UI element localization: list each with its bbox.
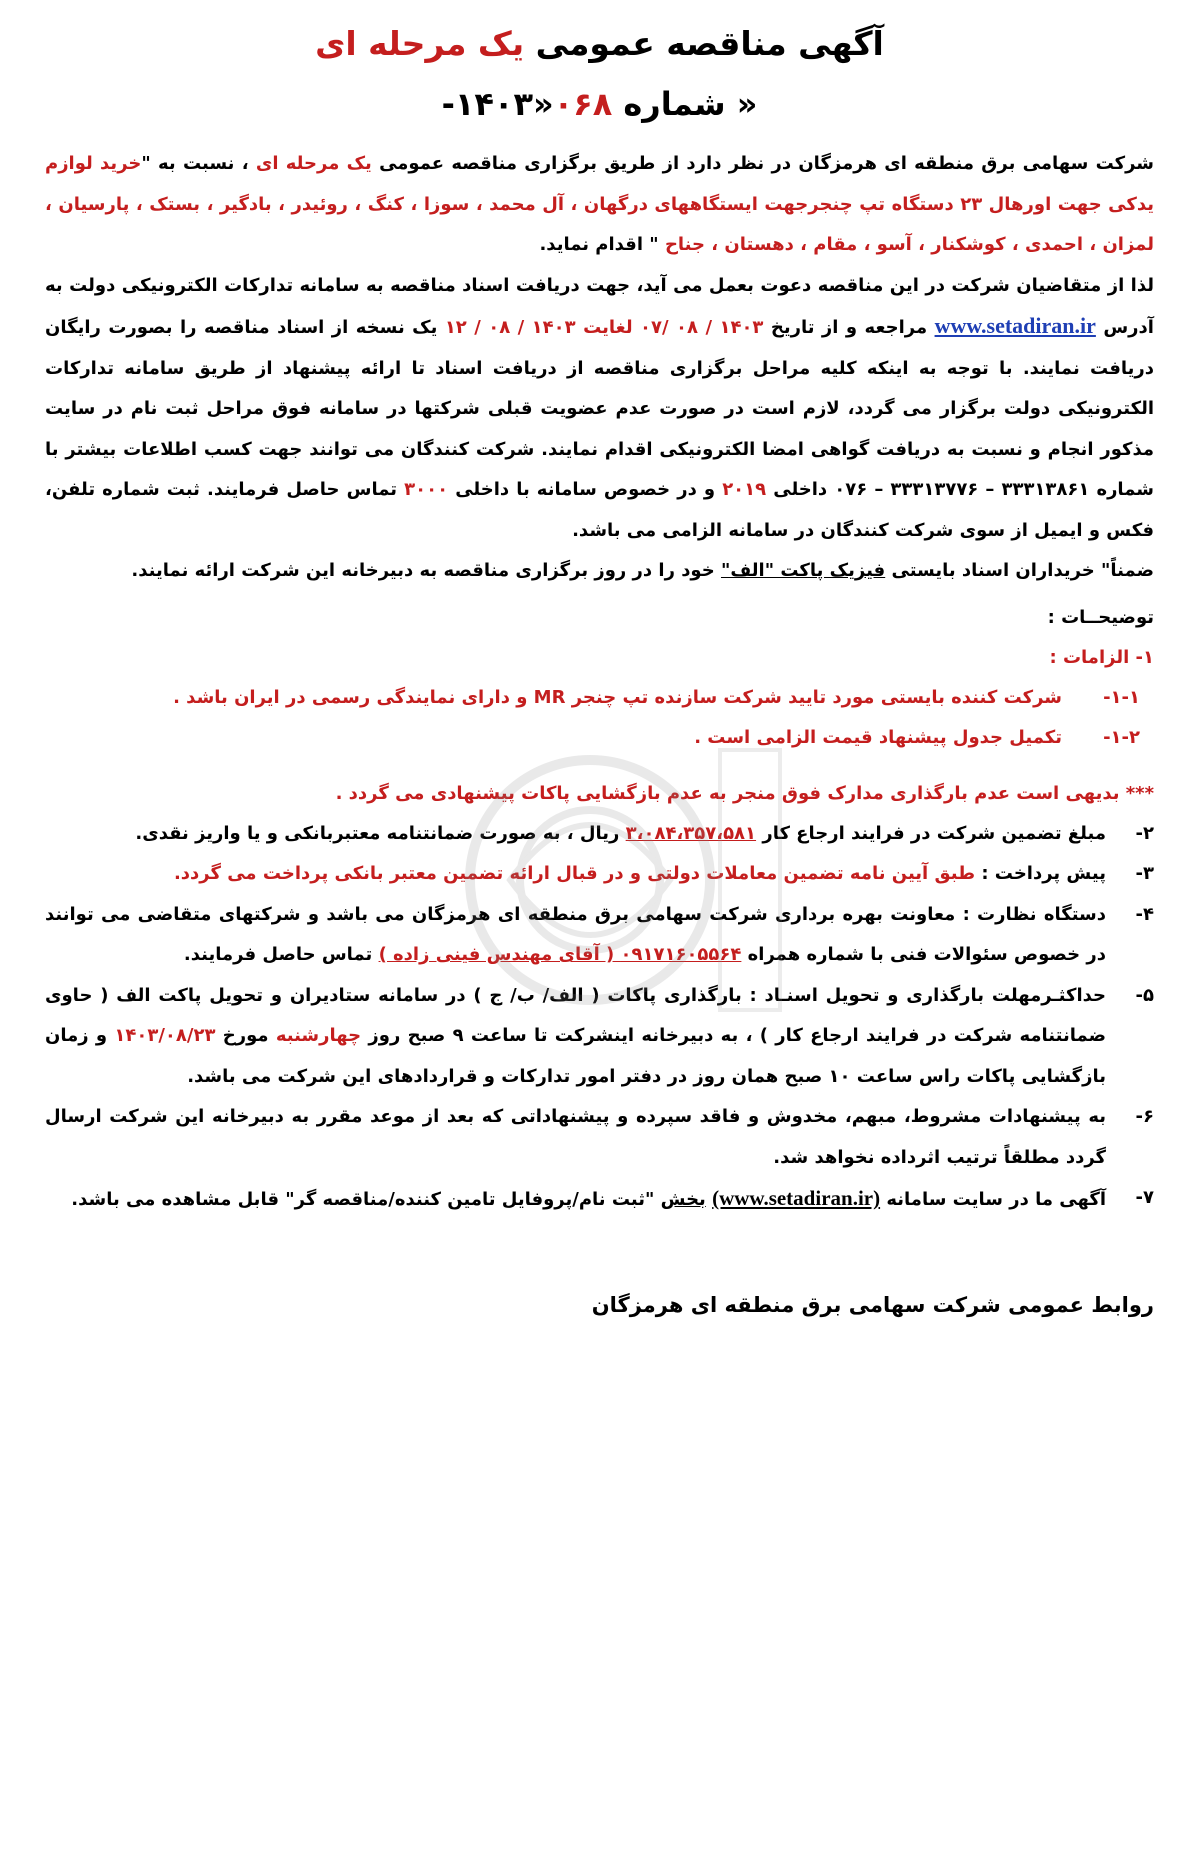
tender-number-open: « شماره <box>623 85 758 123</box>
item-text-part: پیش پرداخت : <box>981 863 1106 884</box>
requirement-number: ۱-۱- <box>1103 686 1140 708</box>
numbered-items <box>45 814 1154 1221</box>
physical-envelope-note: فیزیک پاکت "الف" <box>720 560 886 581</box>
item-2-guarantee <box>45 814 1154 855</box>
extension-number-1: ۲۰۱۹ <box>722 479 767 500</box>
date-from: ۰۷/ ۰۸ / ۱۴۰۳ <box>640 317 764 338</box>
intro-text: ، نسبت به " <box>141 153 249 174</box>
item-text: به پیشنهادات مشروط، مبهم، مخدوش و فاقد سپرده و پیشنهاداتی که بعد از موعد مقرر به دبیرخانه این شرکت ارسال گردد مطلقاً ترتیب اثرداده نخواهد شد. <box>45 1106 1106 1168</box>
requirement-number: ۱-۲- <box>1103 726 1140 748</box>
date-to: ۱۲ / ۰۸ / ۱۴۰۳ <box>444 317 576 338</box>
intro-text: " اقدام نماید. <box>539 234 659 255</box>
item-text-part: آگهی ما در سایت سامانه <box>886 1189 1106 1210</box>
item-number: ۵- <box>1135 984 1154 1006</box>
requirements-section <box>45 638 1154 758</box>
item-text-part: تماس حاصل فرمایند. <box>183 944 373 965</box>
item-text <box>45 1178 1106 1221</box>
intro-text: مراجعه و از تاریخ <box>770 317 928 338</box>
intro-paragraph-2 <box>45 266 1154 552</box>
signature: روابط عمومی شرکت سهامی برق منطقه ای هرمزگان <box>591 1292 1154 1317</box>
item-5-deadline <box>45 976 1154 1098</box>
item-4-supervision <box>45 895 1154 976</box>
intro-text: و در خصوص سامانه با داخلی <box>455 479 716 500</box>
item-text-part: "ثبت نام/پروفایل تامین کننده/مناقصه گر" قابل مشاهده می باشد. <box>71 1189 655 1210</box>
item-text-part: دستگاه نظارت : معاونت بهره برداری شرکت سهامی برق منطقه ای هرمزگان می باشد و شرکتهای متقاضی می توانند در خصوص سئوالات فنی با شماره همراه <box>45 903 1106 965</box>
item-number: ۷- <box>1135 1187 1154 1208</box>
intro-text: تماس حاصل فرمایند. ثبت شماره تلفن، فکس و ایمیل از سوی شرکت کنندگان در سامانه الزامی می باشد. <box>45 479 1154 541</box>
tender-number-code: ۰۶۸ <box>553 85 613 123</box>
item-number: ۴- <box>1135 903 1154 925</box>
deadline-day: چهارشنبه <box>275 1025 362 1046</box>
item-number: ۳- <box>1135 863 1154 884</box>
warning-note: *** بدیهی است عدم بارگذاری مدارک فوق منجر به عدم بازگشایی پاکات پیشنهادی می گردد . <box>335 782 1154 804</box>
intro-subject: خرید لوازم یدکی جهت اورهال ۲۳ دستگاه تپ چنجرجهت ایستگاههای درگهان ، آل محمد ، سوزا ، کنگ ، روئیدر ، بادگیر ، بستک ، پارسیان ، لمزان ، احمدی ، کوشکنار ، آسو ، مقام ، دهستان ، جناح <box>45 153 1154 255</box>
title-main-black: آگهی مناقصه عمومی <box>535 24 884 63</box>
item-text <box>45 814 1106 855</box>
intro-text: یک نسخه از اسناد مناقصه را بصورت رایگان دریافت نمایند. با توجه به اینکه کلیه مراحل برگزاری مناقصه از دریافت اسناد تا ارائه پیشنهاد از طریق سامانه تدارکات الکترونیکی دولت برگزار می گردد، لازم است در صورت عدم عضویت قبلی شرکتها در سامانه فوق مراحل ثبت نام در سایت مذکور انجام و نسبت به دریافت گواهی امضا الکترونیکی اقدام نمایند. شرکت کنندگان می توانند جهت کسب اطلاعات بیشتر با شماره ۳۳۳۱۳۸۶۱ – ۳۳۳۱۳۷۷۶ – ۰۷۶ داخلی <box>45 317 1154 500</box>
supervisor-phone: ۰۹۱۷۱۶۰۵۵۶۴ ( آقای مهندس فینی زاده ) <box>378 944 742 965</box>
item-text <box>45 976 1106 1098</box>
setadiran-link-2[interactable]: (www.setadiran.ir) <box>712 1186 881 1210</box>
item-text <box>45 854 1106 895</box>
intro-text: شرکت سهامی برق منطقه ای هرمزگان در نظر دارد از طریق برگزاری مناقصه عمومی <box>379 153 1154 174</box>
item-3-prepayment <box>45 854 1154 895</box>
tender-number-year: -۱۴۰۳» <box>441 85 554 123</box>
notes-heading: توضیحــات : <box>1047 606 1154 628</box>
item-text-part: مبلغ تضمین شرکت در فرایند ارجاع کار <box>762 822 1106 844</box>
intro-tender-type: یک مرحله ای <box>255 153 372 174</box>
requirement-text: تکمیل جدول پیشنهاد قیمت الزامی است . <box>694 726 1062 748</box>
intro-paragraph-1 <box>45 144 1154 266</box>
item-6-conditions <box>45 1097 1154 1178</box>
requirement-item <box>45 678 1154 718</box>
intro-paragraph-3 <box>45 551 1154 592</box>
tender-number <box>45 78 1154 130</box>
guarantee-amount: ۳،۰۸۴،۳۵۷،۵۸۱ <box>625 822 757 844</box>
intro-text: لذا از متقاضیان شرکت در این مناقصه دعوت بعمل می آید، جهت دریافت اسناد مناقصه به سامانه تدارکات الکترونیکی دولت به آدرس <box>45 274 1154 338</box>
item-text-part: و زمان بازگشایی پاکات راس ساعت ۱۰ صبح همان روز در دفتر امور تدارکات و قراردادهای این شرکت می باشد. <box>45 1025 1106 1087</box>
extension-number-2: ۳۰۰۰ <box>404 479 449 500</box>
prepayment-terms: طبق آیین نامه تضمین معاملات دولتی و در قبال ارائه تضمین معتبر بانکی پرداخت می گردد. <box>173 863 976 884</box>
item-text <box>45 895 1106 976</box>
item-text-part: مورخ <box>222 1025 269 1046</box>
page-title <box>45 18 1154 70</box>
intro-text: لغایت <box>583 317 633 338</box>
requirement-item <box>45 718 1154 758</box>
requirements-heading: ۱- الزامات : <box>1049 646 1154 668</box>
intro-text: ضمناً" خریداران اسناد بایستی <box>891 560 1154 581</box>
deadline-date: ۱۴۰۳/۰۸/۲۳ <box>114 1025 216 1046</box>
item-number: ۲- <box>1135 822 1154 844</box>
intro-text: خود را در روز برگزاری مناقصه به دبیرخانه این شرکت ارائه نمایند. <box>131 560 715 581</box>
intro-section <box>45 144 1154 592</box>
item-text-part: بخش <box>660 1189 706 1210</box>
requirement-text: شرکت کننده بایستی مورد تایید شرکت سازنده تپ چنجر MR و دارای نمایندگی رسمی در ایران باشد . <box>173 686 1062 708</box>
item-text-part: حداکثـرمهلت بارگذاری و تحویل اسنـاد : بارگذاری پاکات ( الف/ ب/ ج ) در سامانه ستادیران و تحویل پاکت الف ( حاوی ضمانتنامه شرکت در فرایند ارجاع کار ) ، به دبیرخانه اینشرکت تا ساعت ۹ صبح روز <box>45 984 1106 1046</box>
tender-number-value <box>442 85 613 123</box>
item-number: ۶- <box>1135 1106 1154 1127</box>
title-main-red: یک مرحله ای <box>315 24 525 63</box>
setadiran-link[interactable]: www.setadiran.ir <box>934 313 1096 338</box>
item-text-part: ریال ، به صورت ضمانتنامه معتبربانکی و یا واریز نقدی. <box>135 822 620 844</box>
item-7-website <box>45 1178 1154 1221</box>
